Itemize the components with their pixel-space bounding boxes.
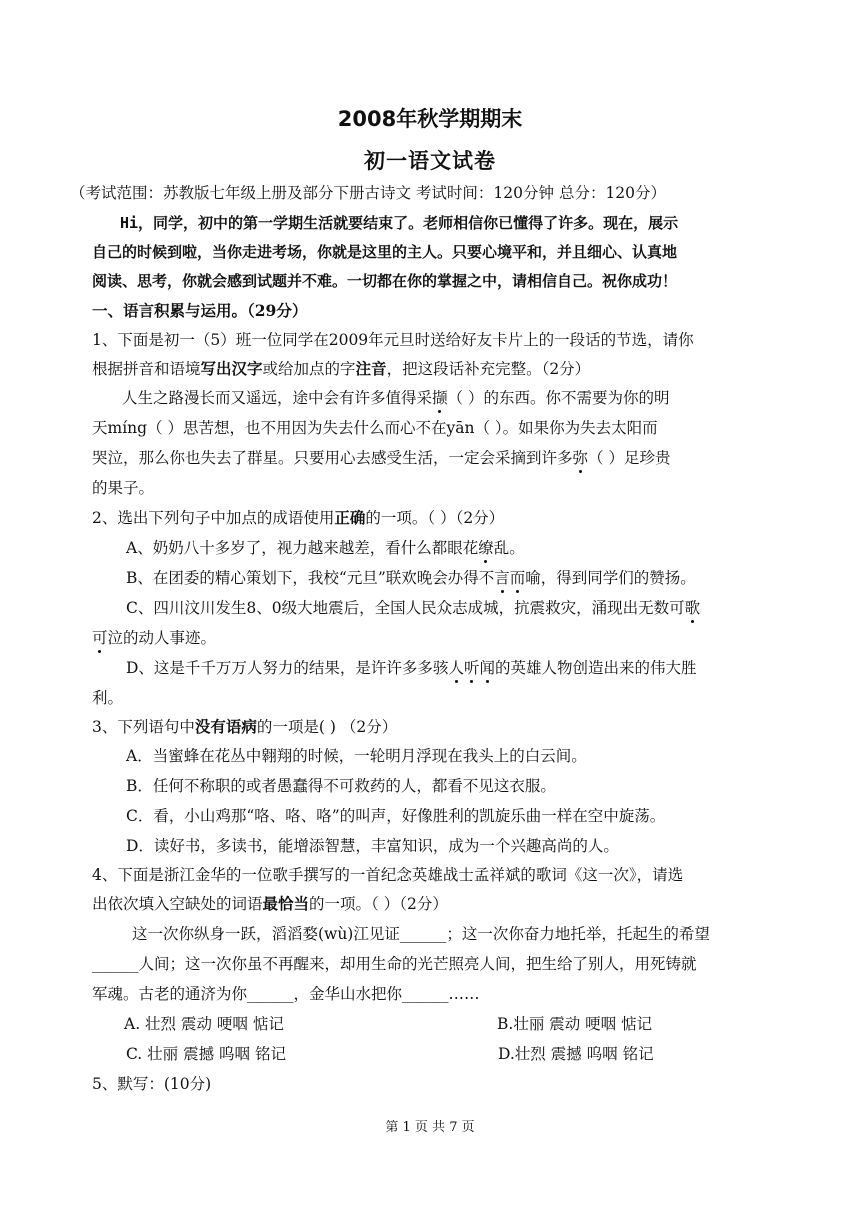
exam-subtitle: 初一语文试卷 [364, 148, 496, 173]
option-text: 的英雄人物创造出来的伟大胜 [494, 659, 697, 677]
exam-info: （考试范围：苏教版七年级上册及部分下册古诗文 考试时间：120分钟 总分：120分） [70, 184, 667, 202]
dotted-char: 闻 [479, 659, 495, 677]
q2-stem-text: 的一项。（ ）（2分） [365, 509, 505, 527]
option-text: B、在团委的精心策划下，我校“元旦”联欢晚会办得不 [126, 569, 495, 587]
option-text: 乱。 [493, 539, 525, 557]
passage-text: （ ）的东西。你不需要为你的明 [447, 389, 670, 407]
q3-stem-text: 的一项是( ) （2分） [256, 718, 398, 736]
q3-option-d: D．读好书，多读书，能增添智慧，丰富知识，成为一个兴趣高尚的人。 [126, 837, 619, 855]
q2-stem [92, 508, 782, 528]
q1-stem-text: 或给加点的字 [262, 360, 356, 378]
q3-stem-text: 3、下列语句中 [92, 718, 195, 736]
q4-stem-text: 出依次填入空缺处的词语 [92, 895, 263, 913]
dotted-char: 弥 [572, 449, 589, 467]
q4-lyric-line-3: 军魂。古老的通济为你______，金华山水把你______…… [92, 985, 480, 1003]
dotted-char: 撷 [432, 389, 448, 407]
q4-option-d: D.壮烈 震撼 呜咽 铭记 [498, 1045, 654, 1063]
dotted-char: 歌 [684, 599, 701, 617]
dotted-char: 缭 [478, 539, 494, 557]
q2-option-c-line-2 [92, 628, 782, 648]
section-heading: 一、语言积累与运用。（29分） [92, 301, 308, 320]
q2-stem-text: 2、选出下列句子中加点的成语使用 [92, 509, 335, 527]
q2-option-b [126, 568, 816, 588]
q3-option-a: A．当蜜蜂在花丛中翱翔的时候，一轮明月浮现在我头上的白云间。 [126, 747, 587, 765]
dotted-char: 可 [92, 629, 108, 647]
q4-emphasis: 最恰当 [262, 894, 310, 913]
q3-option-b: B．任何不称职的或者愚蠢得不可救药的人，都看不见这衣服。 [126, 777, 556, 795]
q4-lyric-line-2: ______人间；这一次你虽不再醒来，却用生命的光芒照亮人间，把生给了别人，用死铸就 [92, 955, 697, 973]
q1-stem-line-1: 1、下面是初一（5）班一位同学在2009年元旦时送给好友卡片上的一段话的节选，请你 [92, 331, 694, 349]
q4-stem-text: 的一项。（ ）（2分） [309, 895, 448, 913]
q1-passage-line-4: 的果子。 [92, 479, 155, 497]
q3-stem [92, 717, 782, 737]
q1-stem-text: ，把这段话补充完整。（2分） [386, 360, 591, 378]
passage-text: 人生之路漫长而又遥远，途中会有许多值得采 [122, 389, 433, 407]
q2-option-a [126, 538, 816, 558]
q2-emphasis: 正确 [334, 508, 366, 527]
q1-stem-text: 根据拼音和语境 [92, 360, 201, 378]
dotted-char: 言 [494, 569, 510, 587]
exam-title: 2008年秋学期期末 [337, 107, 523, 131]
intro-line-1: Hi，同学，初中的第一学期生活就要结束了。老师相信你已懂得了许多。现在，展示 [120, 214, 679, 232]
q1-emphasis-pinyin: 注音 [355, 359, 387, 378]
dotted-char: 听 [463, 659, 480, 677]
option-text: A、奶奶八十多岁了，视力越来越差，看什么都眼花 [126, 539, 479, 557]
page-footer: 第 1 页 共 7 页 [385, 1120, 475, 1135]
dotted-char: 人 [448, 659, 464, 677]
q3-option-c: C．看，小山鸡那“咯、咯、咯”的叫声，好像胜利的凯旋乐曲一样在空中旋荡。 [126, 807, 666, 825]
intro-line-3: 阅读、思考，你就会感到试题并不难。一切都在你的掌握之中，请相信自己。祝你成功！ [92, 272, 678, 290]
q4-stem-line-1: 4、下面是浙江金华的一位歌手撰写的一首纪念英雄战士孟祥斌的歌词《这一次》，请选 [92, 866, 684, 884]
option-text: 泣的动人事迹。 [107, 629, 217, 647]
q1-stem-line-2 [92, 359, 782, 379]
q4-option-a: A. 壮烈 震动 哽咽 惦记 [124, 1015, 284, 1033]
option-text: 喻，得到同学们的赞扬。 [525, 569, 696, 587]
q2-option-d-line-2: 利。 [92, 689, 124, 707]
intro-line-2: 自己的时候到啦，当你走进考场，你就是这里的主人。只要心境平和，并且细心、认真地 [92, 243, 678, 261]
q2-option-d-line-1 [126, 658, 816, 678]
dotted-char: 而 [509, 569, 526, 587]
passage-text: （ ）足珍贵 [588, 449, 671, 467]
q4-option-c: C. 壮丽 震撼 呜咽 铭记 [126, 1045, 286, 1063]
option-text: D、这是千千万万人努力的结果，是许许多多骇 [126, 659, 449, 677]
q4-stem-line-2 [92, 894, 782, 914]
passage-text: 哭泣，那么你也失去了群星。只要用心去感受生活，一定会采摘到许多 [92, 449, 573, 467]
q2-option-c-line-1 [126, 598, 816, 618]
q3-emphasis: 没有语病 [194, 717, 257, 736]
q4-option-b: B.壮丽 震动 哽咽 惦记 [497, 1015, 653, 1033]
q1-passage-line-2: 天míng（ ）思苦想，也不用因为失去什么而心不在yān（ ）。如果你为失去太阳而 [92, 419, 658, 437]
q1-passage-line-1 [122, 388, 812, 408]
q5-stem: 5、默写：(10分) [92, 1075, 212, 1093]
q4-lyric-line-1: 这一次你纵身一跃，滔滔婺(wù)江见证______；这一次你奋力地托举，托起生的希望 [132, 925, 710, 943]
option-text: C、四川汶川发生8、0级大地震后，全国人民众志成城，抗震救灾，涌现出无数可 [126, 599, 685, 617]
q1-passage-line-3 [92, 448, 782, 468]
q1-emphasis-write: 写出汉字 [200, 359, 263, 378]
